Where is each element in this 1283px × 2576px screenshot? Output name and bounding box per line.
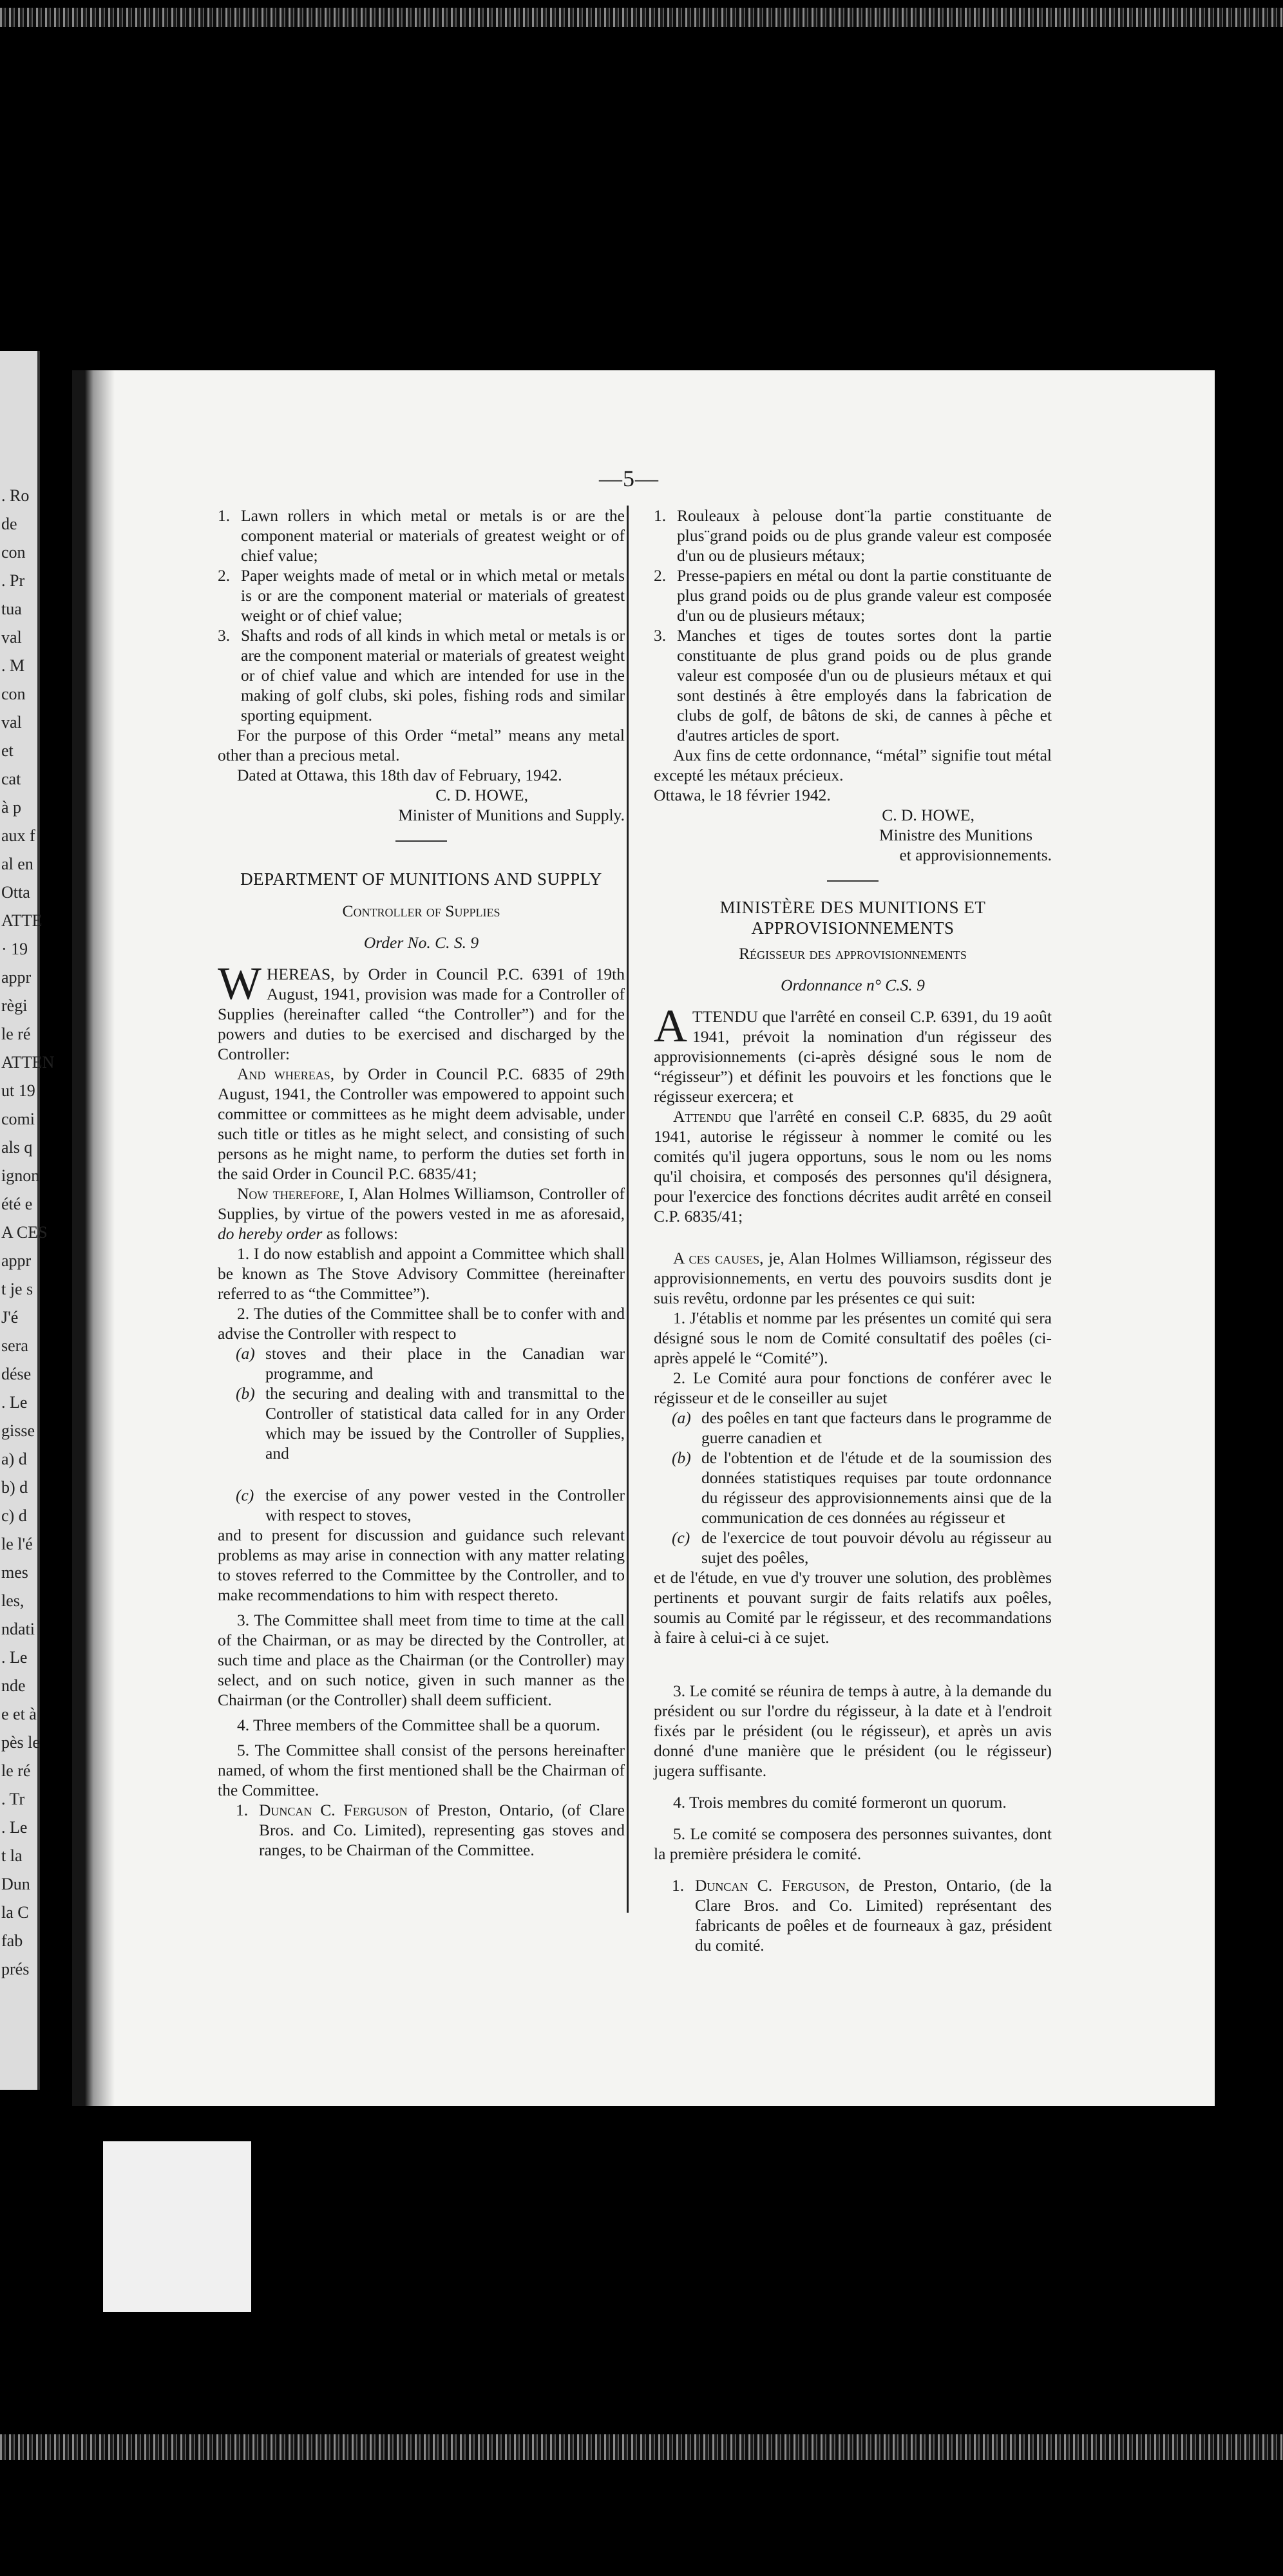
prev-page-text-fragment: als q <box>1 1138 33 1157</box>
prev-page-text-fragment: t la <box>1 1846 23 1865</box>
prev-page-text-fragment: . Le <box>1 1818 28 1837</box>
clause-3: 3. Le comité se réunira de temps à autre, à la demande du président ou sur l'ordre du régisseur, à la date et à l'endroit fixés par le président (ou le régisseur), et après un avis donné d'une manière que le président (ou le régisseur) jugera suffisante. <box>654 1681 1052 1780</box>
prev-page-text-fragment: prés <box>1 1960 30 1978</box>
prev-page-text-fragment: de <box>1 515 17 533</box>
prev-page-text-fragment: Dun <box>1 1875 30 1893</box>
prev-page-text-fragment: . M <box>1 656 25 675</box>
clause-4: 4. Three members of the Committee shall be a quorum. <box>237 1716 600 1734</box>
signature-name: C. D. HOWE, <box>435 786 528 804</box>
prev-page-text-fragment: val <box>1 628 22 647</box>
prev-page-text-fragment: . Pr <box>1 571 25 590</box>
order-number: Order No. C. S. 9 <box>363 933 479 952</box>
column-divider <box>627 506 629 1913</box>
section-rule <box>395 840 447 842</box>
prev-page-text-fragment: a) d <box>1 1450 27 1468</box>
prev-page-text-fragment: ATTEN <box>1 1053 55 1072</box>
sub-item-b: (b) the securing and dealing with and transmittal to the Controller of statistical data called for in any Order which may be issued by the Controller of Supplies, and <box>236 1384 625 1463</box>
clause-1: 1. J'établis et nomme par les présentes un comité qui sera désigné sous le nom de Comité consultatif des poêles (ci-après appelé le “Comité”). <box>654 1309 1052 1367</box>
signature-title: Ministre des Munitions <box>879 826 1032 844</box>
page-number: —5— <box>599 466 659 491</box>
signature-name: C. D. HOWE, <box>882 806 974 824</box>
prev-page-text-fragment: c) d <box>1 1506 27 1525</box>
prev-page-text-fragment: le ré <box>1 1761 31 1780</box>
film-strip-bottom <box>0 2434 1283 2460</box>
prev-page-text-fragment: · 19 <box>1 940 28 958</box>
now-therefore-paragraph: Now therefore, I, Alan Holmes Williamson, Controller of Supplies, by virtue of the powers vested in me as aforesaid, do hereby order as follows: <box>218 1184 625 1243</box>
previous-page-fragment <box>0 351 55 2090</box>
dated-line: Ottawa, le 18 février 1942. <box>654 786 831 804</box>
prev-page-text-fragment: ignon <box>1 1166 40 1185</box>
department-heading: MINISTÈRE DES MUNITIONS ET APPROVISIONNEMENTS <box>719 898 986 938</box>
whereas-paragraph: WHEREAS, by Order in Council P.C. 6391 of 19th August, 1941, provision was made for a Controller of Supplies (hereinafter called “the Controller”) and for the powers and duties to be exercised and discharged by the Controller: <box>218 958 625 1063</box>
prev-page-text-fragment: tua <box>1 600 22 618</box>
prev-page-text-fragment: Otta <box>1 883 30 902</box>
sub-item-c: (c) the exercise of any power vested in the Controller with respect to stoves, <box>236 1486 625 1524</box>
prev-page-text-fragment: aux f <box>1 826 35 845</box>
prev-page-text-fragment: . Le <box>1 1393 28 1412</box>
prev-page-text-fragment: gisse <box>1 1421 35 1440</box>
signature-title: Minister of Munitions and Supply. <box>398 806 625 824</box>
prev-page-text-fragment: con <box>1 685 26 703</box>
clause-1: 1. I do now establish and appoint a Committee which shall be known as The Stove Advisory Committee (hereinafter referred to as “the Committee”). <box>218 1244 625 1303</box>
prev-page-text-fragment: ndati <box>1 1620 35 1638</box>
clause-4: 4. Trois membres du comité formeront un quorum. <box>673 1793 1007 1812</box>
prev-page-text-fragment: le ré <box>1 1025 31 1043</box>
prev-page-text-fragment: comi <box>1 1110 35 1128</box>
prev-page-text-fragment: règi <box>1 996 28 1015</box>
list-item: 1. Rouleaux à pelouse dont¨la partie constituante de plus¨grand poids ou de plus grande valeur est composée d'un ou de plusieurs métaux; <box>654 506 1052 565</box>
prev-page-text-fragment: . Tr <box>1 1790 25 1808</box>
list-item: 2. Presse-papiers en métal ou dont la partie constituante de plus grand poids ou de plus grande valeur est composée d'un ou de plusieurs métaux; <box>654 566 1052 625</box>
prev-page-text-fragment: val <box>1 713 22 732</box>
clause-5: 5. Le comité se composera des personnes suivantes, dont la première présidera le comité. <box>654 1824 1052 1863</box>
sub-item-b: (b) de l'obtention et de l'étude et de la soumission des données statistiques requises par toute ordonnance du régisseur des approvisionnements ainsi que de la communication de ces données au régisseur et <box>672 1448 1052 1527</box>
prev-page-text-fragment: les, <box>1 1591 24 1610</box>
clause-2-continuation: and to present for discussion and guidance such relevant problems as may arise in connection with any matter relating to stoves referred to the Committee by the Controller, and to make recommendations to him with respect thereto. <box>218 1526 625 1604</box>
prev-page-text-fragment: le l'é <box>1 1535 33 1553</box>
prev-page-text-fragment: nde <box>1 1676 26 1695</box>
list-item: 3. Shafts and rods of all kinds in which metal or metals is or are the component material or materials of greatest weight or of chief value and which are intended for use in the making of golf clubs, ski poles, fishing rods and similar sporting equipment. <box>218 626 625 724</box>
list-item: 1. Lawn rollers in which metal or metals is or are the component material or materials of greatest weight or of chief value; <box>218 506 625 565</box>
prev-page-text-fragment: à p <box>1 798 22 817</box>
prev-page-text-fragment: dése <box>1 1365 32 1383</box>
a-ces-causes-paragraph: A ces causes, je, Alan Holmes Williamson, régisseur des approvisionnements, en vertu des pouvoirs susdits dont je suis revêtu, ordonne par les présentes ce qui suit: <box>654 1249 1052 1307</box>
metal-definition: Aux fins de cette ordonnance, “métal” signifie tout métal excepté les métaux précieux. <box>654 746 1052 784</box>
sub-item-c: (c) de l'exercice de tout pouvoir dévolu au régisseur au sujet des poêles, <box>672 1528 1052 1567</box>
prev-page-text-fragment: été e <box>1 1195 33 1213</box>
prev-page-text-fragment: ut 19 <box>1 1081 35 1100</box>
controller-subheading: Régisseur des approvisionnements <box>739 944 967 963</box>
archive-tag <box>103 2141 251 2312</box>
drop-cap: A <box>654 1000 687 1052</box>
list-item: 2. Paper weights made of metal or in which metal or metals is or are the component material or materials of greatest weight or of chief value; <box>218 566 625 625</box>
prev-page-text-fragment: la C <box>1 1903 29 1922</box>
dated-line: Dated at Ottawa, this 18th dav of February, 1942. <box>237 766 562 784</box>
clause-2: 2. Le Comité aura pour fonctions de conférer avec le régisseur et de le conseiller au sujet <box>654 1368 1052 1407</box>
prev-page-text-fragment: ATTE <box>1 911 43 930</box>
prev-page-text-fragment: . Le <box>1 1648 28 1667</box>
prev-page-text-fragment: t je s <box>1 1280 33 1298</box>
prev-page-text-fragment: fab <box>1 1931 23 1950</box>
sub-item-a: (a) des poêles en tant que facteurs dans le programme de guerre canadien et <box>672 1408 1052 1447</box>
prev-page-text-fragment: A CES <box>1 1223 48 1242</box>
english-column <box>218 506 625 1860</box>
and-whereas-paragraph: And whereas, by Order in Council P.C. 6835 of 29th August, 1941, the Controller was empowered to appoint such committee or committees as he might deem advisable, under such title or titles as he might select, and consisting of such persons as he might name, to perform the duties set forth in the said Order in Council P.C. 6835/41; <box>218 1065 625 1183</box>
french-column <box>654 506 1052 1955</box>
prev-page-text-fragment: al en <box>1 855 33 873</box>
sub-item-a: (a) stoves and their place in the Canadian war programme, and <box>236 1344 625 1383</box>
prev-page-text-fragment: J'é <box>1 1308 19 1327</box>
prev-page-text-fragment: mes <box>1 1563 28 1582</box>
list-item: 3. Manches et tiges de toutes sortes dont la partie constituante de plus grand poids ou de plus grande valeur est composée d'un ou de plusieurs métaux et qui sont destinés à être employés dans la fabrication de clubs de golf, de bâtons de ski, de cannes à pêche et d'autres articles de sport. <box>654 626 1052 744</box>
prev-page-text-fragment: appr <box>1 968 32 987</box>
section-rule <box>827 880 879 882</box>
controller-subheading: Controller of Supplies <box>342 902 500 920</box>
attendu-2-paragraph: Attendu que l'arrêté en conseil C.P. 6835, du 29 août 1941, autorise le régisseur à nommer le comité ou les comités qu'il jugera opportuns, sous le nom ou les noms qu'il choisira, et composés des personnes qu'il désignera, pour l'exercice des fonctions décrites audit arrêté en conseil C.P. 6835/41; <box>654 1107 1052 1226</box>
member-1: 1. Duncan C. Ferguson of Preston, Ontario, (of Clare Bros. and Co. Limited), representing gas stoves and ranges, to be Chairman of the Committee. <box>236 1801 625 1859</box>
clause-2-continuation: et de l'étude, en vue d'y trouver une solution, des problèmes pertinents et pouvant surgir de faits relatifs aux poêles, soumis au Comité par le régisseur, et des recommandations à faire à celui-ci à ce sujet. <box>654 1568 1052 1647</box>
prev-page-text-fragment: cat <box>1 770 21 788</box>
film-strip-top <box>0 8 1283 27</box>
prev-page-text-fragment: b) d <box>1 1478 28 1497</box>
page-binding-edge <box>72 370 115 2106</box>
prev-page-text-fragment: appr <box>1 1251 32 1270</box>
member-1: 1. Duncan C. Ferguson, de Preston, Ontario, (de la Clare Bros. and Co. Limited) représentant des fabricants de poêles et de fourneaux à gaz, président du comité. <box>672 1876 1052 1955</box>
drop-cap: W <box>218 958 261 1009</box>
department-heading: DEPARTMENT OF MUNITIONS AND SUPPLY <box>240 869 602 889</box>
prev-page-text-fragment: sera <box>1 1336 28 1355</box>
prev-page-text-fragment: pès le <box>1 1733 40 1752</box>
attendu-paragraph: ATTENDU que l'arrêté en conseil C.P. 6391, du 19 août 1941, prévoit la nomination d'un régisseur des approvisionnements (ci-après désigné sous le nom de “régisseur”) et définit les pouvoirs et les fonctions que le régisseur exercera; et <box>654 1000 1052 1106</box>
clause-3: 3. The Committee shall meet from time to time at the call of the Chairman, or as may be directed by the Controller, at such time and place as the Chairman (or the Controller) may select, and on such notice, given in such manner as the Chairman (or the Controller) shall deem sufficient. <box>218 1611 625 1709</box>
clause-5: 5. The Committee shall consist of the persons hereinafter named, of whom the first mentioned shall be the Chairman of the Committee. <box>218 1741 625 1799</box>
prev-page-text-fragment: et <box>1 741 14 760</box>
signature-title-2: et approvisionnements. <box>899 846 1052 864</box>
metal-definition: For the purpose of this Order “metal” means any metal other than a precious metal. <box>218 726 625 764</box>
prev-page-text-fragment: . Ro <box>1 486 30 505</box>
prev-page-text-fragment: e et à <box>1 1705 37 1723</box>
order-number: Ordonnance n° C.S. 9 <box>781 976 925 994</box>
clause-2: 2. The duties of the Committee shall be to confer with and advise the Controller with respect to <box>218 1304 625 1343</box>
prev-page-text-fragment: con <box>1 543 26 562</box>
